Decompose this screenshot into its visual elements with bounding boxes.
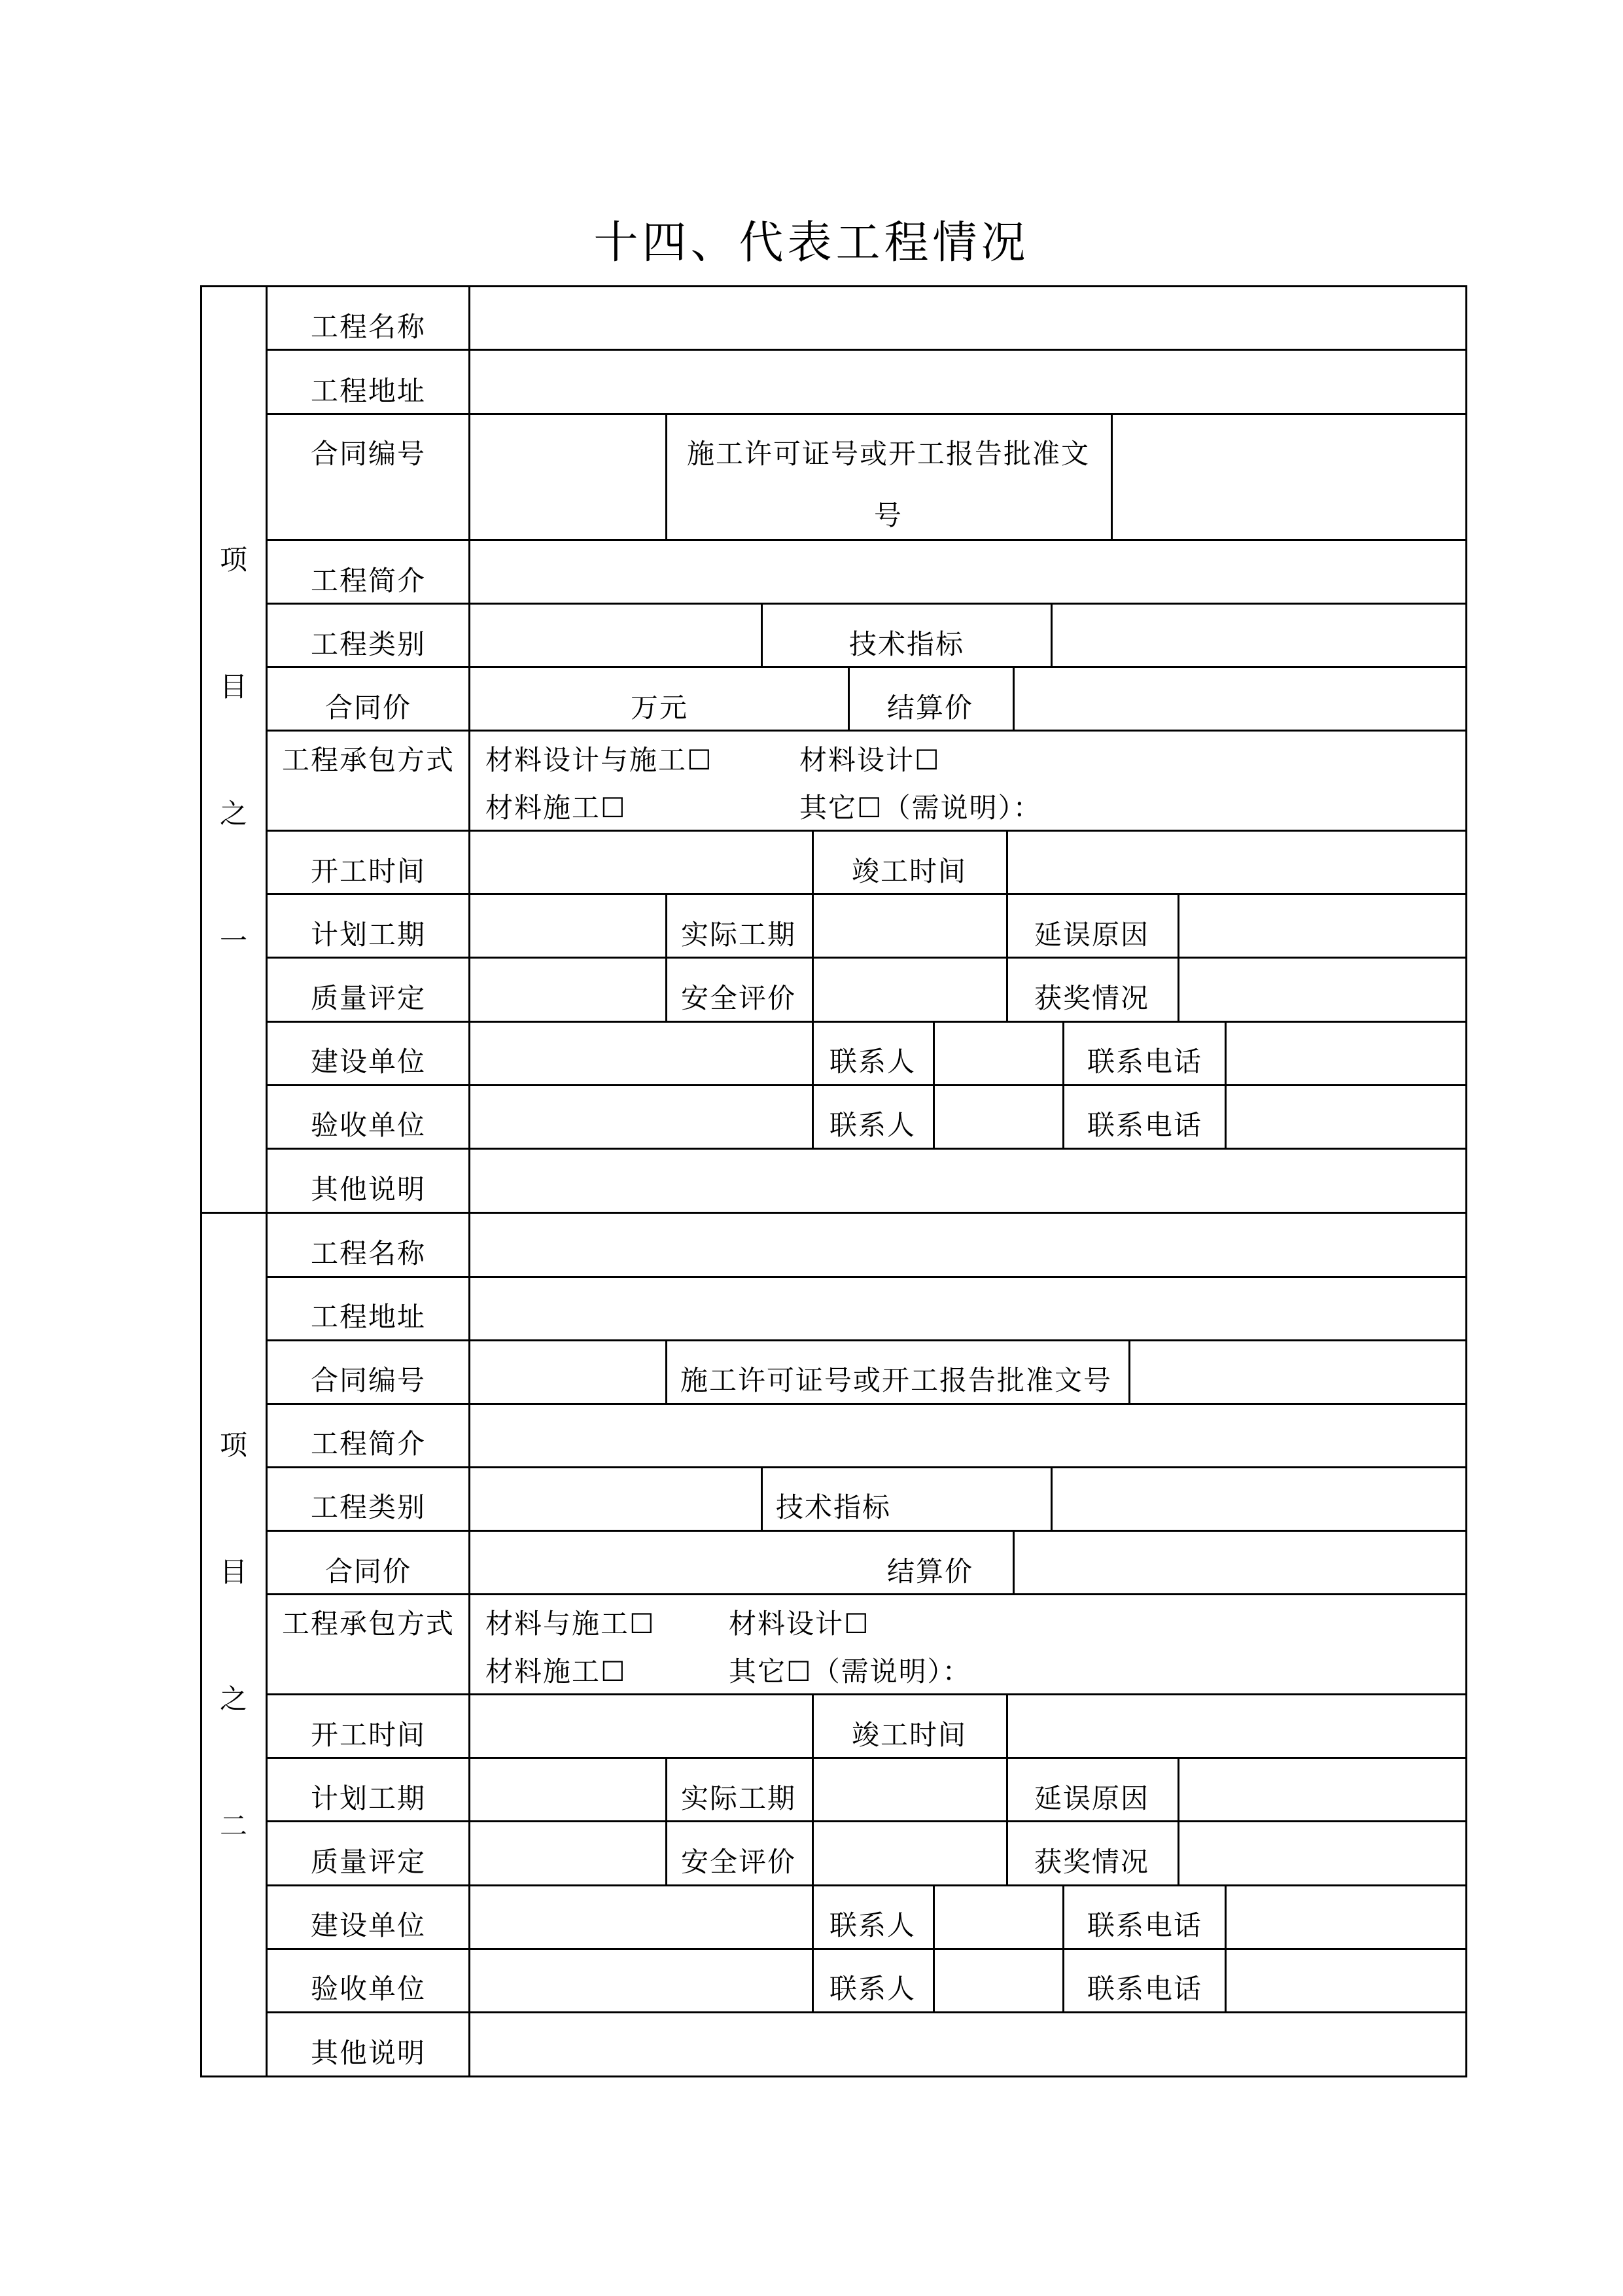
actual-period-field[interactable] — [814, 1759, 1006, 1820]
label-contract-no: 合同编号 — [310, 438, 427, 470]
label-phone: 联系电话 — [1087, 1046, 1203, 1078]
project-intro-field[interactable] — [470, 541, 1465, 603]
start-time-field[interactable] — [470, 1695, 812, 1757]
side-char: 一 — [219, 925, 248, 957]
label-start-time: 开工时间 — [310, 855, 427, 887]
label-contract-price: 合同价 — [324, 1555, 412, 1587]
awards-field[interactable] — [1179, 959, 1465, 1021]
contact-field[interactable] — [935, 1023, 1062, 1084]
phone-field[interactable] — [1227, 1086, 1465, 1148]
option-material-construction[interactable]: 材料施工☐ — [485, 792, 627, 824]
project-category-field[interactable] — [470, 605, 761, 666]
builder-field[interactable] — [470, 1886, 812, 1948]
contract-no-field[interactable] — [470, 1341, 665, 1403]
label-project-intro: 工程简介 — [310, 565, 427, 597]
label-contact: 联系人 — [829, 1046, 916, 1078]
contract-price-field[interactable] — [470, 1532, 1013, 1593]
label-safety-rating: 安全评价 — [680, 1846, 797, 1878]
builder-field[interactable] — [470, 1023, 812, 1084]
finish-time-field[interactable] — [1008, 1695, 1465, 1757]
option-other[interactable]: 其它☐（需说明）： — [729, 1655, 971, 1687]
label-other-notes: 其他说明 — [310, 1173, 427, 1205]
option-material-construction-combined[interactable]: 材料与施工☐ — [485, 1608, 655, 1640]
tech-index-field[interactable] — [1053, 1468, 1465, 1530]
label-settlement-price: 结算价 — [886, 692, 974, 724]
side-char: 目 — [219, 671, 248, 703]
label-finish-time: 竣工时间 — [851, 1719, 968, 1751]
label-project-address: 工程地址 — [310, 375, 427, 407]
label-quality-rating: 质量评定 — [310, 982, 427, 1014]
contract-no-field[interactable] — [470, 415, 665, 539]
project-address-field[interactable] — [470, 351, 1465, 413]
label-contact: 联系人 — [829, 1109, 916, 1141]
label-acceptance-unit: 验收单位 — [310, 1973, 427, 2005]
contact-field[interactable] — [935, 1086, 1062, 1148]
settlement-price-field[interactable] — [1015, 1532, 1465, 1593]
label-project-name: 工程名称 — [310, 311, 427, 343]
label-planned-period: 计划工期 — [310, 919, 427, 951]
delay-reason-field[interactable] — [1179, 1759, 1465, 1820]
label-builder: 建设单位 — [310, 1046, 427, 1078]
project-category-field[interactable] — [470, 1468, 761, 1530]
label-builder: 建设单位 — [310, 1909, 427, 1941]
label-contact: 联系人 — [829, 1973, 916, 2005]
label-permit-no: 施工许可证号或开工报告批准文 — [686, 438, 1091, 470]
quality-rating-field[interactable] — [470, 1822, 665, 1884]
phone-field[interactable] — [1227, 1023, 1465, 1084]
label-planned-period: 计划工期 — [310, 1782, 427, 1814]
delay-reason-field[interactable] — [1179, 895, 1465, 957]
label-price-unit: 万元 — [630, 692, 689, 724]
other-notes-field[interactable] — [470, 2013, 1465, 2075]
label-contact: 联系人 — [829, 1909, 916, 1941]
option-material-construction[interactable]: 材料施工☐ — [485, 1655, 627, 1687]
project-name-field[interactable] — [470, 1214, 1465, 1276]
label-acceptance-unit: 验收单位 — [310, 1109, 427, 1141]
page-title: 十四、代表工程情况 — [593, 217, 1030, 269]
project-intro-field[interactable] — [470, 1405, 1465, 1466]
label-contract-mode: 工程承包方式 — [281, 1608, 455, 1640]
label-quality-rating: 质量评定 — [310, 1846, 427, 1878]
acceptance-unit-field[interactable] — [470, 1086, 812, 1148]
safety-rating-field[interactable] — [814, 959, 1006, 1021]
label-delay-reason: 延误原因 — [1034, 1782, 1150, 1814]
label-contract-mode: 工程承包方式 — [281, 744, 455, 776]
acceptance-unit-field[interactable] — [470, 1950, 812, 2011]
option-material-design[interactable]: 材料设计☐ — [729, 1608, 870, 1640]
tech-index-field[interactable] — [1053, 605, 1465, 666]
label-tech-index: 技术指标 — [848, 628, 965, 660]
start-time-field[interactable] — [470, 832, 812, 893]
label-phone: 联系电话 — [1087, 1109, 1203, 1141]
permit-no-field[interactable] — [1130, 1341, 1465, 1403]
label-safety-rating: 安全评价 — [680, 982, 797, 1014]
label-phone: 联系电话 — [1087, 1973, 1203, 2005]
side-char: 目 — [219, 1556, 248, 1588]
quality-rating-field[interactable] — [470, 959, 665, 1021]
project-address-field[interactable] — [470, 1278, 1465, 1339]
finish-time-field[interactable] — [1008, 832, 1465, 893]
project-name-field[interactable] — [470, 287, 1465, 349]
label-actual-period: 实际工期 — [680, 1782, 797, 1814]
label-project-category: 工程类别 — [310, 628, 427, 660]
label-project-category: 工程类别 — [310, 1491, 427, 1523]
label-project-intro: 工程简介 — [310, 1428, 427, 1460]
safety-rating-field[interactable] — [814, 1822, 1006, 1884]
contact-field[interactable] — [935, 1886, 1062, 1948]
label-awards: 获奖情况 — [1034, 982, 1150, 1014]
label-contract-price: 合同价 — [324, 692, 412, 724]
other-notes-field[interactable] — [470, 1150, 1465, 1212]
label-awards: 获奖情况 — [1034, 1846, 1150, 1878]
side-char: 项 — [219, 1429, 248, 1461]
planned-period-field[interactable] — [470, 1759, 665, 1820]
label-start-time: 开工时间 — [310, 1719, 427, 1751]
label-delay-reason: 延误原因 — [1034, 919, 1150, 951]
side-char: 之 — [219, 1683, 248, 1715]
label-contract-no: 合同编号 — [310, 1364, 427, 1396]
label-other-notes: 其他说明 — [310, 2037, 427, 2069]
side-char: 二 — [219, 1810, 248, 1842]
label-project-address: 工程地址 — [310, 1301, 427, 1333]
awards-field[interactable] — [1179, 1822, 1465, 1884]
label-finish-time: 竣工时间 — [851, 855, 968, 887]
contract-price-field[interactable] — [470, 668, 848, 730]
label-actual-period: 实际工期 — [680, 919, 797, 951]
label-project-name: 工程名称 — [310, 1237, 427, 1269]
option-other[interactable]: 其它☐（需说明）： — [799, 792, 1042, 824]
label-permit-no-cont: 号 — [873, 499, 903, 531]
label-permit-no: 施工许可证号或开工报告批准文号 — [680, 1364, 1113, 1396]
option-material-design[interactable]: 材料设计☐ — [799, 744, 941, 776]
permit-no-field[interactable] — [1113, 415, 1465, 539]
label-settlement-price: 结算价 — [886, 1555, 974, 1587]
phone-field[interactable] — [1227, 1950, 1465, 2011]
side-char: 之 — [219, 798, 248, 830]
label-tech-index: 技术指标 — [775, 1491, 892, 1523]
planned-period-field[interactable] — [470, 895, 665, 957]
option-material-design-construction[interactable]: 材料设计与施工☐ — [485, 744, 713, 776]
settlement-price-field[interactable] — [1015, 668, 1465, 730]
label-phone: 联系电话 — [1087, 1909, 1203, 1941]
actual-period-field[interactable] — [814, 895, 1006, 957]
side-char: 项 — [219, 544, 248, 576]
phone-field[interactable] — [1227, 1886, 1465, 1948]
contact-field[interactable] — [935, 1950, 1062, 2011]
